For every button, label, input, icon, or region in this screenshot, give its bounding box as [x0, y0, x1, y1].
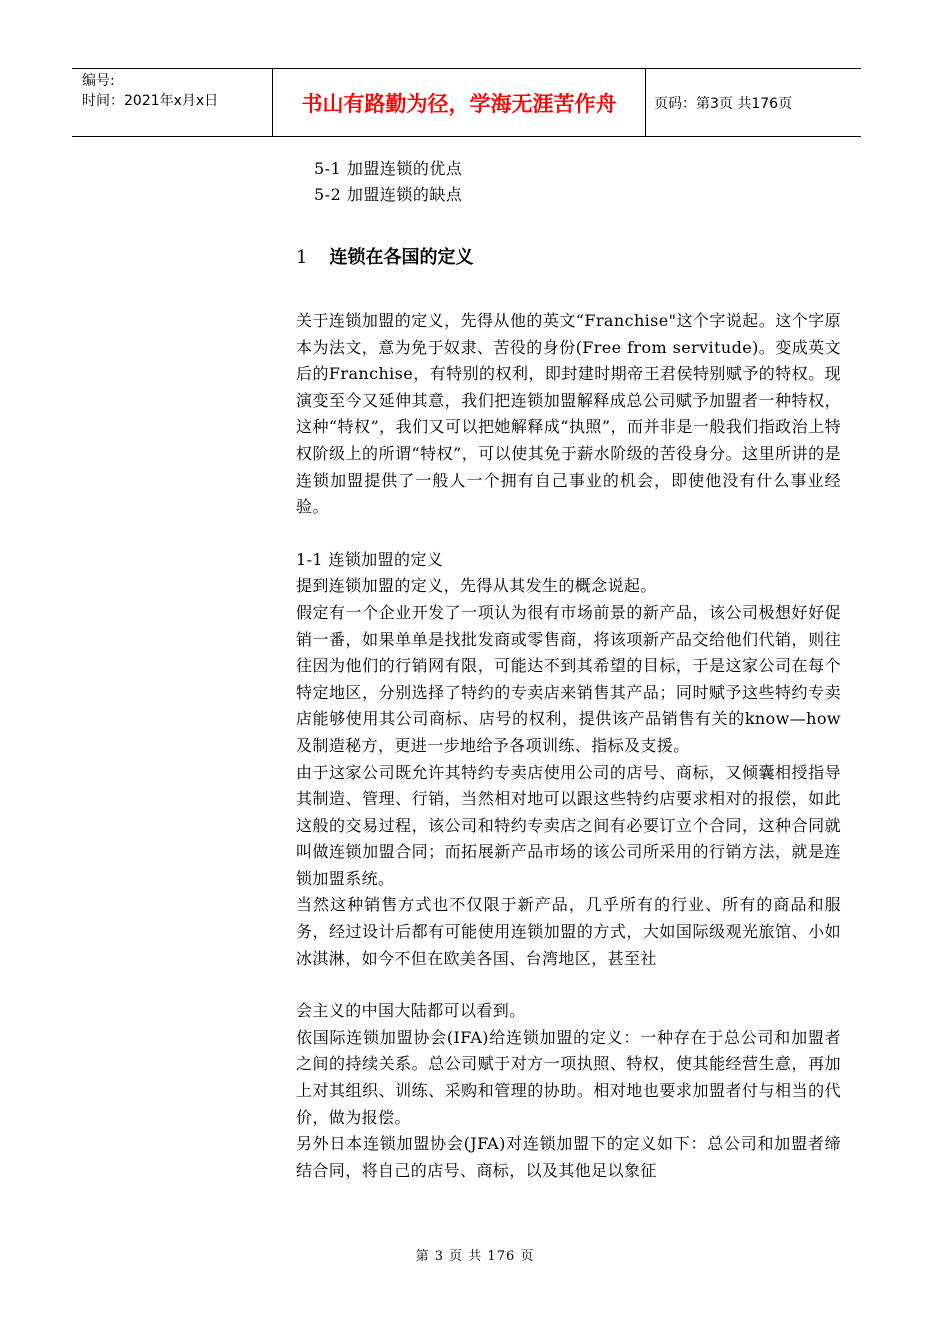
subsection-title: 1-1 连锁加盟的定义 [296, 549, 444, 569]
toc-item: 5-1 加盟连锁的优点 [314, 159, 463, 178]
body-paragraph: 会主义的中国大陆都可以看到。 [296, 1001, 526, 1021]
intro-paragraph: 关于连锁加盟的定义，先得从他的英文“Franchise"这个字说起。这个字原本为法文，意为免于奴隶、苦役的身份(Free from servitude)。变成英文后的Franchise，有特别的权利，即封建时期帝王君侯特别赋予的特权。现演变至今又延伸其意，我们把连锁加盟解释成总公司赋予加盟者一种特权，这种“特权”，我们又可以把她解释成“执照”，而并非是一般我们指政治上特权阶级上的所谓“特权”，可以使其免于薪水阶级的苦役身分。这里所讲的是连锁加盟提供了一般人一个拥有自己事业的机会，即使他没有什么事业经验。 [296, 311, 841, 517]
body-paragraph: 当然这种销售方式也不仅限于新产品，几乎所有的行业、所有的商品和服务，经过设计后都有可能使用连锁加盟的方式，大如国际级观光旅馆、小如冰淇淋，如今不但在欧美各国、台湾地区，甚至社 [296, 895, 841, 968]
header-meta [72, 69, 272, 136]
body-paragraph: 假定有一个企业开发了一项认为很有市场前景的新产品，该公司极想好好促销一番，如果单单是找批发商或零售商，将该项新产品交给他们代销，则往往因为他们的行销网有限，可能达不到其希望的目标，于是这家公司在每个特定地区，分别选择了特约的专卖店来销售其产品；同时赋予这些特约专卖店能够使用其公司商标、店号的权利，提供该产品销售有关的know—how及制造秘方，更进一步地给予各项训练、指标及支援。 [296, 602, 841, 755]
body-paragraph: 依国际连锁加盟协会(IFA)给连锁加盟的定义：一种存在于总公司和加盟者之间的持续关系。总公司赋于对方一项执照、特权，使其能经营生意，再加上对其组织、训练、采购和管理的协助。相对地也要求加盟者付与相当的代价，做为报偿。 [296, 1027, 841, 1127]
body-paragraph: 提到连锁加盟的定义，先得从其发生的概念说起。 [296, 576, 657, 596]
doc-number-label: 编号: [82, 73, 115, 89]
doc-time-label: 时间：2021年x月x日 [82, 93, 219, 109]
body-paragraph: 另外日本连锁加盟协会(JFA)对连锁加盟下的定义如下：总公司和加盟者缔结合同，将自己的店号、商标，以及其他足以象征 [296, 1134, 841, 1180]
document-body [296, 156, 841, 1184]
header-page-info: 页码：第3页 共176页 [654, 95, 793, 112]
header-motto-cell [272, 69, 646, 136]
toc-item: 5-2 加盟连锁的缺点 [314, 185, 463, 204]
header-motto: 书山有路勤为径，学海无涯苦作舟 [301, 91, 617, 116]
section-heading [296, 244, 841, 272]
page-footer: 第 3 页 共 176 页 [415, 1249, 535, 1264]
section-number: 1 [296, 247, 308, 268]
body-paragraph: 由于这家公司既允许其特约专卖店使用公司的店号、商标，又倾囊相授指导其制造、管理、行销，当然相对地可以跟这些特约店要求相对的报偿，如此这般的交易过程，该公司和特约专卖店之间有必要订立个合同，这种合同就叫做连锁加盟合同；而拓展新产品市场的该公司所采用的行销方法，就是连锁加盟系统。 [296, 762, 841, 888]
section-title: 连锁在各国的定义 [329, 247, 474, 268]
page-header [72, 68, 861, 137]
